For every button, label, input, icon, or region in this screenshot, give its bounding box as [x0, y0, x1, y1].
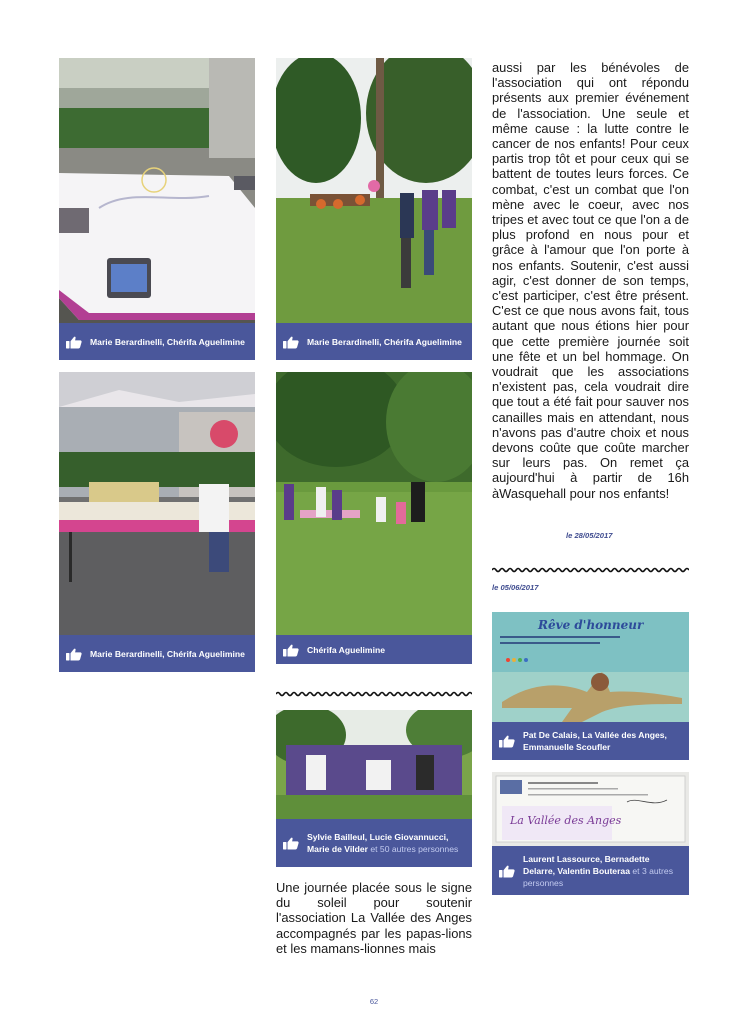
article-text-right: aussi par les bénévoles de l'association qui ont répondu présents aux premier événement de l'association. Une seule et même cause : la lutte contre le cancer de nos enfants! Pour ceux partis trop tôt et pour ceux qui se battent de toutes leurs forces. Ce combat, c'est un combat que l'on mène avec le coeur, avec nos tripes et avec tout ce que l'on a de plus profond en nous pour et grâce à l'amour que l'on porte à nos enfants. Soutenir, c'est aussi agir, c'est donner de son temps, c'est participer, c'est être présent. C'est ce que nous avons fait, tous autant que nous étions hier pour que cette première journée soit une fête et un bel hommage. On voudrait que les associations n'existent pas, cela voudrait dire que tout a été fait pour sauver nos canailles mais en attendant, nous n'avons pas d'autre choix et nous devons coûte que coûte marcher sur leurs pas. On remet ça aujourd'hui à partir de 16h àWasquehall pour nos enfants!: [492, 60, 689, 501]
photo-caption: [59, 323, 255, 360]
thumbs-up-icon[interactable]: [498, 864, 516, 878]
post-card: [276, 372, 472, 664]
caption-names[interactable]: Laurent Lassource, Bernadette Delarre, Valentin Bouteraa: [523, 853, 650, 876]
thumbs-up-icon[interactable]: [65, 647, 83, 661]
thumbs-up-icon[interactable]: [65, 335, 83, 349]
association-logo: La Vallée des Anges: [510, 814, 622, 827]
thumbs-up-icon[interactable]: [498, 734, 516, 748]
post-date: le 28/05/2017: [566, 531, 613, 540]
post-card: [492, 612, 689, 760]
article-text-left: Une journée placée sous le signe du soleil pour soutenir l'association La Vallée des Anges accompagnés par les papas-lions et les mamans-lionnes mais: [276, 880, 472, 956]
garden-games-photo[interactable]: [276, 58, 472, 323]
thumbs-up-icon[interactable]: [282, 836, 300, 850]
thumbs-up-icon[interactable]: [282, 643, 300, 657]
photo-caption: [59, 635, 255, 672]
caption-names[interactable]: Chérifa Aguelimine: [307, 644, 385, 655]
reve-dhonneur-poster[interactable]: [492, 612, 689, 722]
caption-names[interactable]: Pat De Calais, La Vallée des Anges, Emmanuelle Scoufler: [523, 730, 667, 752]
wavy-divider: [276, 690, 472, 698]
caption-more-link[interactable]: et 3 autres personnes: [523, 865, 673, 888]
photo-caption: [276, 323, 472, 360]
caption-names[interactable]: Marie Berardinelli, Chérifa Aguelimine: [90, 336, 245, 347]
post-card: [59, 58, 255, 360]
post-card: [492, 772, 689, 895]
group-photo[interactable]: [276, 710, 472, 819]
caption-names[interactable]: Marie Berardinelli, Chérifa Aguelimine: [307, 336, 462, 347]
post-card: [276, 710, 472, 867]
post-date: le 05/06/2017: [492, 583, 539, 592]
caption-more-link[interactable]: et 50 autres personnes: [367, 844, 459, 854]
wavy-divider: [492, 566, 689, 574]
table-drawing-photo[interactable]: [59, 58, 255, 323]
stand-tent-photo[interactable]: [59, 372, 255, 635]
caption-names[interactable]: Sylvie Bailleul, Lucie Giovannucci, Marie de Vilder: [307, 832, 449, 854]
photo-caption: [492, 722, 689, 760]
park-activities-photo[interactable]: [276, 372, 472, 635]
caption-names[interactable]: Marie Berardinelli, Chérifa Aguelimine: [90, 648, 245, 659]
poster-title: Rêve d'honneur: [538, 618, 644, 632]
cheque-photo[interactable]: [492, 772, 689, 846]
photo-caption: [276, 819, 472, 867]
post-card: [276, 58, 472, 360]
photo-caption: [276, 635, 472, 664]
photo-caption: [492, 846, 689, 895]
post-card: [59, 372, 255, 672]
page-number: 62: [369, 997, 379, 1006]
thumbs-up-icon[interactable]: [282, 335, 300, 349]
